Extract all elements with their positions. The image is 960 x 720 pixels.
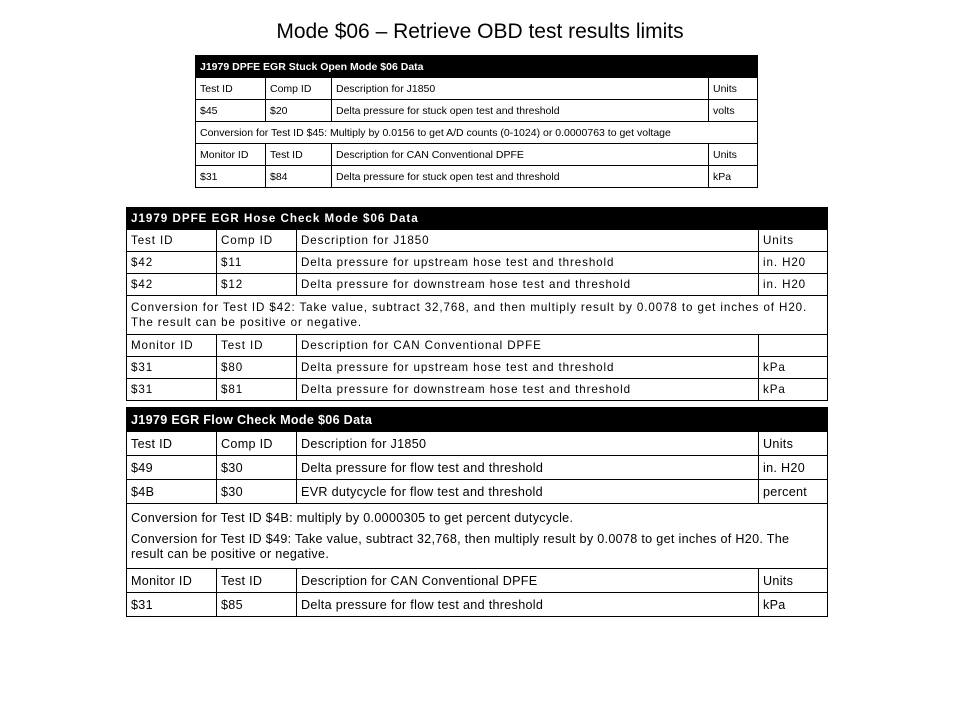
- column-header: Units: [709, 78, 758, 100]
- conversion-note-block: [127, 504, 828, 569]
- column-header-row: [127, 432, 828, 456]
- column-header: Units: [759, 432, 828, 456]
- column-header: Test ID: [266, 144, 332, 166]
- hose-check-table: [126, 207, 828, 401]
- table-row: [196, 100, 758, 122]
- table-row: [127, 456, 828, 480]
- stuck-open-table: [195, 55, 758, 188]
- conversion-note: Conversion for Test ID $42: Take value, subtract 32,768, and then multiply result by 0.0078 to get inches of H20. The result can be positive or negative.: [127, 296, 828, 335]
- table-row: [127, 252, 828, 274]
- table-cell: in. H20: [759, 456, 828, 480]
- column-header: Monitor ID: [127, 335, 217, 357]
- table-cell: $81: [217, 379, 297, 401]
- table-cell: kPa: [759, 379, 828, 401]
- column-header: Description for J1850: [332, 78, 709, 100]
- table-cell: Delta pressure for upstream hose test and threshold: [297, 252, 759, 274]
- table-heading-row: [196, 56, 758, 78]
- column-header-row: [196, 78, 758, 100]
- table-cell: in. H20: [759, 274, 828, 296]
- column-header: Test ID: [127, 230, 217, 252]
- column-header: [759, 335, 828, 357]
- conversion-note: Conversion for Test ID $49: Take value, subtract 32,768, then multiply result by 0.0078 to get inches of H20. The result can be positive or negative.: [131, 531, 790, 561]
- table-cell: $30: [217, 480, 297, 504]
- conversion-note: Conversion for Test ID $4B: multiply by 0.0000305 to get percent dutycycle.: [131, 510, 574, 525]
- table-cell: $11: [217, 252, 297, 274]
- column-header: Test ID: [196, 78, 266, 100]
- table-cell: $31: [127, 357, 217, 379]
- column-header-row: [127, 230, 828, 252]
- table-cell: Delta pressure for flow test and threshold: [297, 593, 759, 617]
- column-header: Comp ID: [266, 78, 332, 100]
- table-cell: Delta pressure for stuck open test and threshold: [332, 100, 709, 122]
- column-header: Description for J1850: [297, 230, 759, 252]
- table-heading: J1979 EGR Flow Check Mode $06 Data: [127, 408, 828, 432]
- table-cell: kPa: [759, 593, 828, 617]
- table-cell: $49: [127, 456, 217, 480]
- table-heading-row: [127, 208, 828, 230]
- column-header: Test ID: [217, 569, 297, 593]
- table-heading: J1979 DPFE EGR Stuck Open Mode $06 Data: [196, 56, 758, 78]
- table-cell: in. H20: [759, 252, 828, 274]
- table-heading: J1979 DPFE EGR Hose Check Mode $06 Data: [127, 208, 828, 230]
- column-header: Description for J1850: [297, 432, 759, 456]
- table-cell: Delta pressure for flow test and threshold: [297, 456, 759, 480]
- column-header: Monitor ID: [196, 144, 266, 166]
- table-cell: $42: [127, 252, 217, 274]
- flow-check-table: [126, 407, 828, 617]
- table-cell: Delta pressure for upstream hose test and threshold: [297, 357, 759, 379]
- column-header: Units: [759, 569, 828, 593]
- conversion-note: Conversion for Test ID $45: Multiply by 0.0156 to get A/D counts (0-1024) or 0.0000763 to get voltage: [196, 122, 758, 144]
- table-row: [127, 357, 828, 379]
- table-cell: $42: [127, 274, 217, 296]
- column-header: Units: [709, 144, 758, 166]
- table-row: [196, 166, 758, 188]
- column-header: Comp ID: [217, 230, 297, 252]
- column-header: Comp ID: [217, 432, 297, 456]
- conversion-row: [196, 122, 758, 144]
- column-header: Monitor ID: [127, 569, 217, 593]
- table-cell: $85: [217, 593, 297, 617]
- table-cell: Delta pressure for downstream hose test and threshold: [297, 274, 759, 296]
- column-header: Description for CAN Conventional DPFE: [297, 569, 759, 593]
- can-header-row: [127, 569, 828, 593]
- table-cell: EVR dutycycle for flow test and threshold: [297, 480, 759, 504]
- column-header: Units: [759, 230, 828, 252]
- table-cell: Delta pressure for stuck open test and threshold: [332, 166, 709, 188]
- table-cell: $31: [127, 379, 217, 401]
- table-cell: $30: [217, 456, 297, 480]
- table-cell: $84: [266, 166, 332, 188]
- table-cell: $31: [127, 593, 217, 617]
- conversion-row: [127, 296, 828, 335]
- table-row: [127, 593, 828, 617]
- can-header-row: [196, 144, 758, 166]
- table-cell: $31: [196, 166, 266, 188]
- slide-title: Mode $06 – Retrieve OBD test results limits: [276, 20, 684, 43]
- table-cell: $20: [266, 100, 332, 122]
- table-row: [127, 379, 828, 401]
- column-header: Test ID: [127, 432, 217, 456]
- column-header: Test ID: [217, 335, 297, 357]
- table-row: [127, 480, 828, 504]
- table-cell: $80: [217, 357, 297, 379]
- table-cell: volts: [709, 100, 758, 122]
- table-heading-row: [127, 408, 828, 432]
- table-cell: kPa: [709, 166, 758, 188]
- table-cell: $4B: [127, 480, 217, 504]
- can-header-row: [127, 335, 828, 357]
- conversion-row: [127, 504, 828, 569]
- table-cell: $45: [196, 100, 266, 122]
- table-cell: $12: [217, 274, 297, 296]
- column-header: Description for CAN Conventional DPFE: [332, 144, 709, 166]
- table-cell: Delta pressure for downstream hose test and threshold: [297, 379, 759, 401]
- table-row: [127, 274, 828, 296]
- column-header: Description for CAN Conventional DPFE: [297, 335, 759, 357]
- table-cell: percent: [759, 480, 828, 504]
- table-cell: kPa: [759, 357, 828, 379]
